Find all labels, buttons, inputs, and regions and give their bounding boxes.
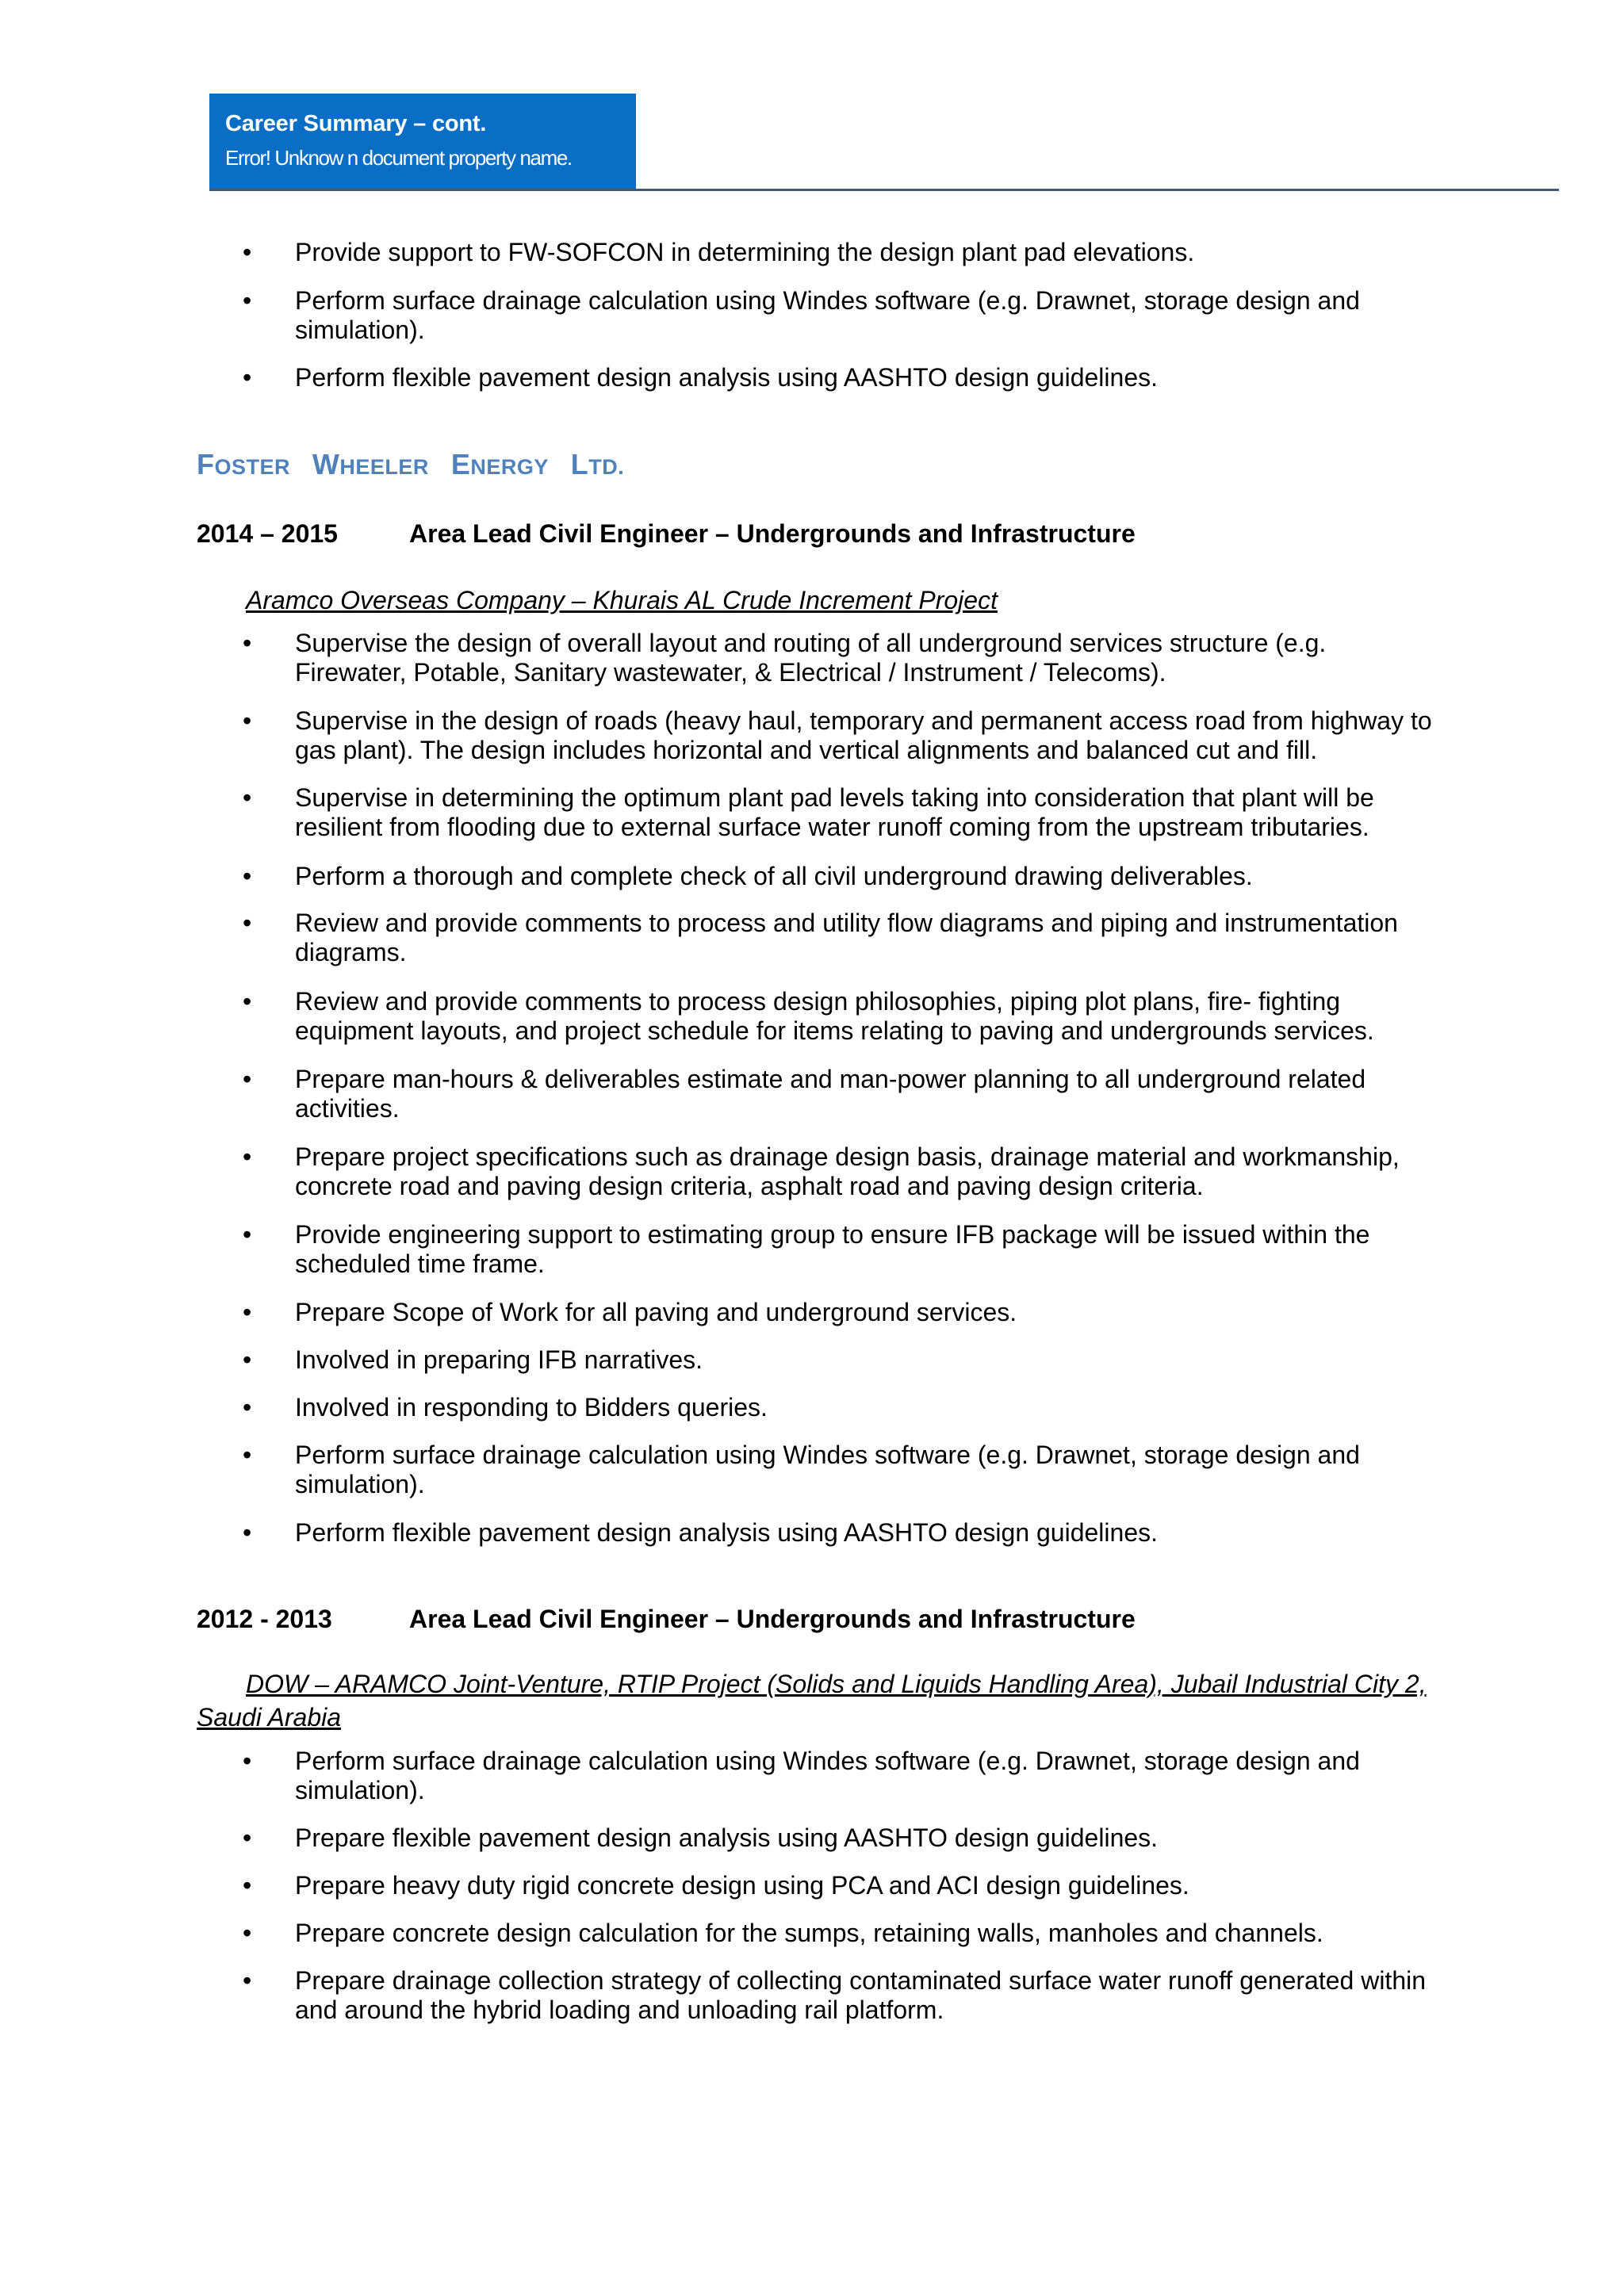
section-header <box>209 94 636 190</box>
role-title: Area Lead Civil Engineer – Undergrounds and Infrastructure <box>409 1605 1136 1633</box>
project-name: DOW – ARAMCO Joint-Venture, RTIP Project (Solids and Liquids Handling Area), Jubail Industrial City 2, Saudi Arabia <box>197 1670 1427 1732</box>
section-title: Career Summary – cont. <box>225 111 487 136</box>
project-name: Aramco Overseas Company – Khurais AL Crude Increment Project <box>246 586 998 614</box>
header-divider <box>209 189 1559 191</box>
role-years: 2012 - 2013 <box>197 1605 332 1633</box>
role-title: Area Lead Civil Engineer – Undergrounds and Infrastructure <box>409 519 1136 548</box>
company-name: FOSTER WHEELER ENERGY LTD. <box>197 448 625 480</box>
section-subtitle: Error! Unknow n document property name. <box>225 146 572 170</box>
role-years: 2014 – 2015 <box>197 519 338 548</box>
